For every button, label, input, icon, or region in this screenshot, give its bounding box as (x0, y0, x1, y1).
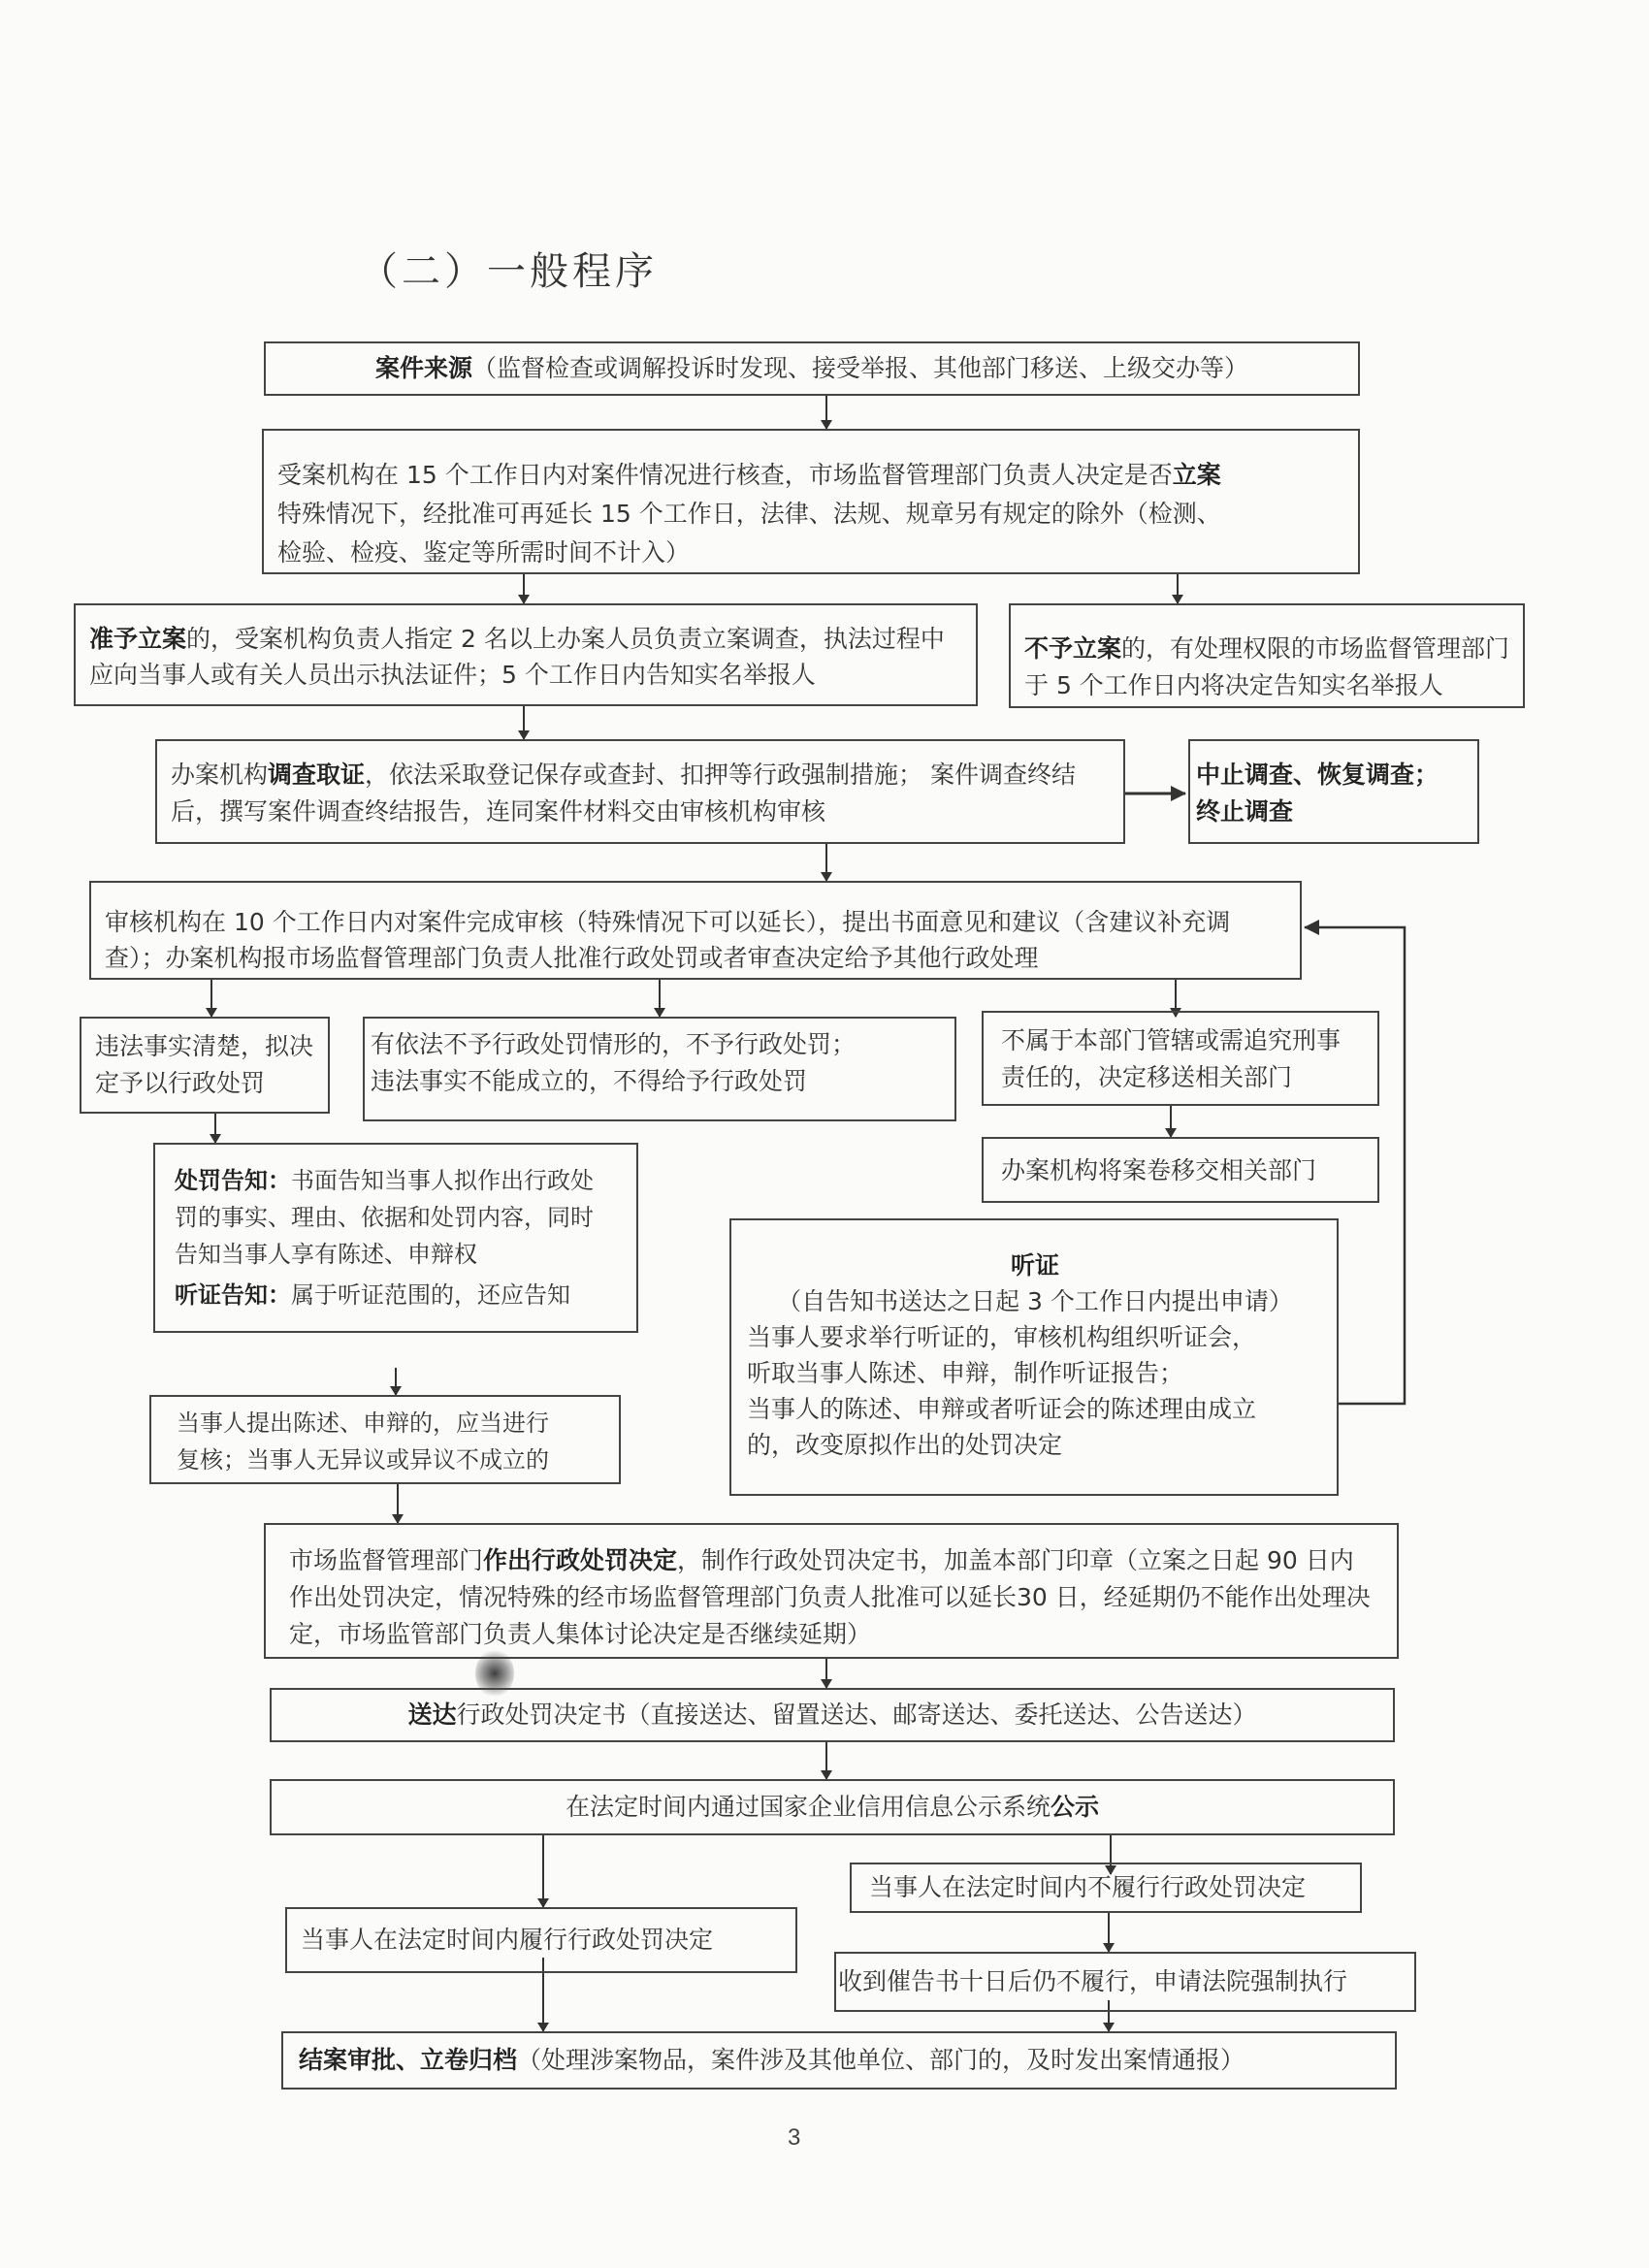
case-closing-box (281, 2031, 1397, 2090)
case-not-filed-text: 的，有处理权限的市场监督管理部门于 5 个工作日内将决定告知实名举报人 (1024, 634, 1510, 699)
fulfilled-box (285, 1907, 797, 1973)
publicity-text: 在法定时间内通过国家企业信用信息公示系统 (565, 1793, 1051, 1821)
verification-line2: 特殊情况下，经批准可再延长 15 个工作日，法律、法规、规章另有规定的除外（检测、 (277, 500, 1221, 528)
penalty-decision-text: ，制作行政处罚决定书，加盖本部门印章（立案之日起 90 日内作出处罚决定，情况特殊的经市场监督管理部门负责人批准可以延长30 日，经延期仍不能作出处理决定，市场监管部门负责人集体讨论决定是否继续延期） (289, 1546, 1371, 1648)
statement-review-box (149, 1395, 621, 1484)
delivery-box (270, 1688, 1395, 1742)
verification-line3: 检验、检疫、鉴定等所需时间不计入） (277, 538, 691, 567)
investigation-text: ，依法采取登记保存或查封、扣押等行政强制措施； 案件调查终结后，撰写案件调查终结报告，连同案件材料交由审核机构审核 (171, 761, 1076, 826)
no-penalty-line2: 违法事实不能成立的，不得给予行政处罚 (371, 1067, 808, 1095)
case-source-label: 案件来源 (374, 354, 472, 382)
suspend-investigation-box (1188, 739, 1479, 844)
transfer-decision-text: 不属于本部门管辖或需追究刑事责任的，决定移送相关部门 (1001, 1026, 1342, 1091)
not-fulfilled-text: 当事人在法定时间内不履行行政处罚决定 (869, 1873, 1307, 1901)
review-box (89, 881, 1302, 980)
not-fulfilled-box (850, 1863, 1362, 1913)
no-penalty-box (363, 1017, 956, 1121)
penalty-decided-box (80, 1017, 330, 1114)
suspend-line2: 终止调查 (1196, 797, 1294, 826)
case-source-box (264, 341, 1360, 396)
transfer-files-box (982, 1137, 1379, 1203)
verification-box (262, 429, 1360, 574)
hearing-line2: 当事人要求举行听证的，审核机构组织听证会， (747, 1323, 1257, 1351)
case-filed-box (74, 603, 978, 706)
hearing-notice-text: 属于听证范围的，还应告知 (291, 1281, 570, 1309)
penalty-decided-text: 违法事实清楚，拟决定予以行政处罚 (95, 1032, 314, 1097)
case-closing-text: （处理涉案物品，案件涉及其他单位、部门的，及时发出案情通报） (517, 2046, 1245, 2074)
penalty-notice-label: 处罚告知： (175, 1167, 291, 1194)
enforcement-text: 收到催告书十日后仍不履行，申请法院强制执行 (838, 1967, 1348, 1995)
penalty-notice-text: 书面告知当事人拟作出行政处罚的事实、理由、依据和处罚内容，同时告知当事人享有陈述、申辩权 (175, 1167, 594, 1268)
investigation-box (155, 739, 1125, 844)
investigation-label: 调查取证 (268, 761, 366, 789)
enforcement-box (834, 1952, 1416, 2012)
hearing-box (729, 1218, 1339, 1496)
investigation-prefix: 办案机构 (171, 761, 269, 789)
delivery-label: 送达 (407, 1701, 457, 1729)
hearing-notice-label: 听证告知： (175, 1281, 291, 1309)
verification-file-case: 立案 (1172, 461, 1221, 489)
case-filed-label: 准予立案 (89, 625, 187, 653)
penalty-notice-box (153, 1143, 638, 1333)
case-source-text: （监督检查或调解投诉时发现、接受举报、其他部门移送、上级交办等） (472, 354, 1249, 382)
hearing-line3: 听取当事人陈述、申辩，制作听证报告； (747, 1359, 1184, 1387)
delivery-text: 行政处罚决定书（直接送达、留置送达、邮寄送达、委托送达、公告送达） (456, 1701, 1257, 1729)
verification-line1: 受案机构在 15 个工作日内对案件情况进行核查，市场监督管理部门负责人决定是否 (277, 461, 1173, 489)
review-text: 审核机构在 10 个工作日内对案件完成审核（特殊情况下可以延长），提出书面意见和建议（含建议补充调查）；办案机构报市场监督管理部门负责人批准行政处罚或者审查决定给予其他行政处理 (105, 908, 1231, 972)
no-penalty-line1: 有依法不予行政处罚情形的，不予行政处罚； (371, 1030, 857, 1058)
hearing-title: 听证 (1010, 1251, 1059, 1280)
penalty-decision-label: 作出行政处罚决定 (483, 1546, 678, 1574)
hearing-line5: 的，改变原拟作出的处罚决定 (747, 1431, 1063, 1459)
hearing-line4: 当事人的陈述、申辩或者听证会的陈述理由成立 (747, 1395, 1257, 1423)
hearing-line1: （自告知书送达之日起 3 个工作日内提出申请） (777, 1287, 1293, 1315)
section-title: （二）一般程序 (359, 249, 658, 294)
publicity-label: 公示 (1051, 1793, 1100, 1821)
case-filed-text: 的，受案机构负责人指定 2 名以上办案人员负责立案调查，执法过程中应向当事人或有关人员出示执法证件；5 个工作日内告知实名举报人 (89, 625, 945, 689)
case-not-filed-box (1009, 603, 1525, 708)
penalty-decision-prefix: 市场监督管理部门 (289, 1546, 484, 1574)
suspend-line1: 中止调查、恢复调查； (1196, 761, 1439, 789)
fulfilled-text: 当事人在法定时间内履行行政处罚决定 (301, 1926, 714, 1954)
transfer-files-text: 办案机构将案卷移交相关部门 (1001, 1156, 1317, 1184)
page-number: 3 (788, 2124, 801, 2151)
penalty-decision-box (264, 1523, 1399, 1659)
statement-review-line1: 当事人提出陈述、申辩的，应当进行 (177, 1409, 549, 1437)
case-closing-label: 结案审批、立卷归档 (299, 2046, 518, 2074)
transfer-decision-box (982, 1011, 1379, 1106)
publicity-box (270, 1779, 1395, 1835)
case-not-filed-label: 不予立案 (1024, 634, 1122, 663)
statement-review-line2: 复核；当事人无异议或异议不成立的 (177, 1446, 549, 1474)
